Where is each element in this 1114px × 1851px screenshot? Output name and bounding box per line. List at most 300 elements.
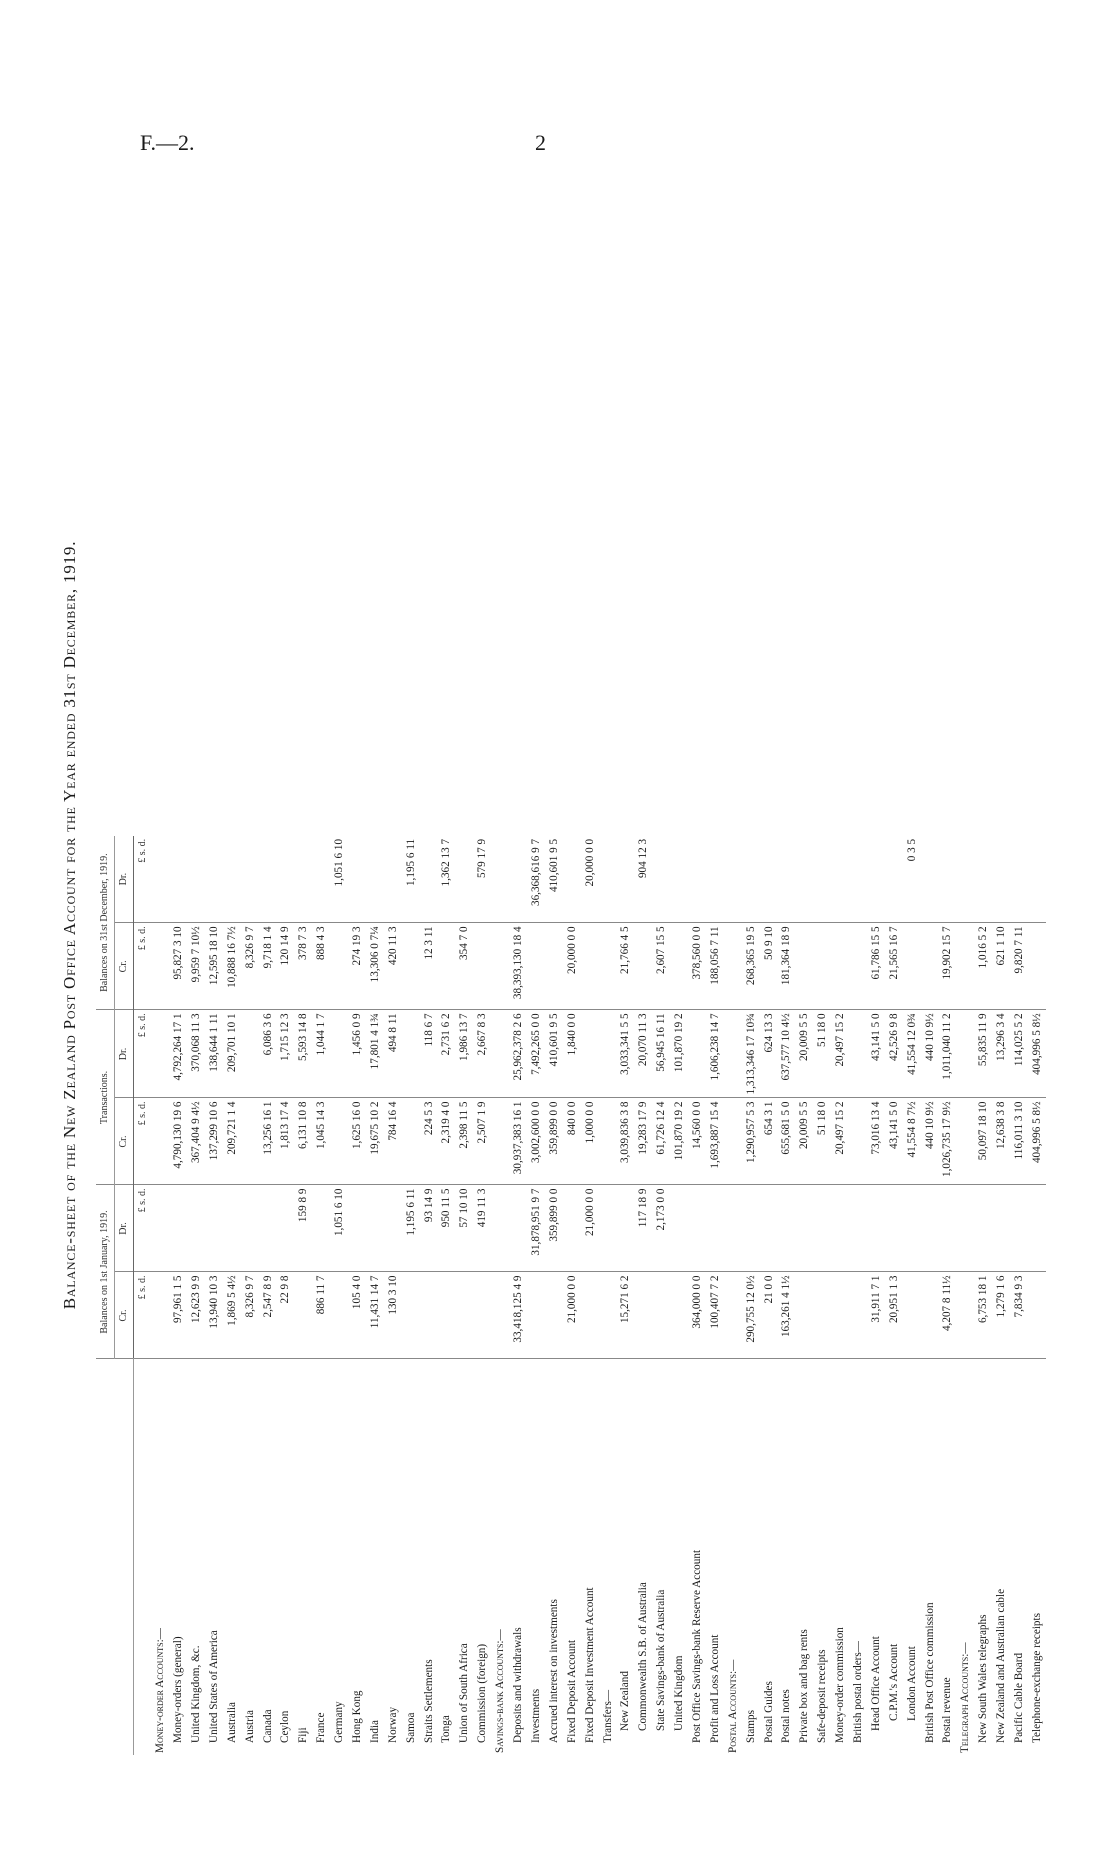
amount-cell: [921, 836, 939, 923]
amount-cell: [545, 1272, 563, 1359]
table-row: [617, 836, 635, 1755]
amount-cell: 367,404 9 4½: [188, 1098, 206, 1185]
amount-cell: [903, 1272, 921, 1359]
amount-cell: 784 16 4: [384, 1098, 402, 1185]
amount-cell: 209,701 10 1: [223, 1010, 241, 1098]
row-label: London Account: [905, 1646, 918, 1721]
amount-cell: [724, 1185, 742, 1272]
amount-cell: 19,902 15 7: [939, 923, 957, 1010]
amount-cell: 290,755 12 0½: [742, 1272, 760, 1359]
amount-cell: 4,792,264 17 1: [170, 1010, 188, 1098]
amount-cell: [778, 1185, 796, 1272]
amount-cell: [903, 923, 921, 1010]
amount-cell: [420, 1272, 438, 1359]
row-label: Fixed Deposit Account: [565, 1639, 578, 1743]
amount-cell: [331, 1010, 349, 1098]
amount-cell: 1,051 6 10: [331, 1185, 349, 1272]
amount-cell: [331, 923, 349, 1010]
amount-cell: [957, 923, 975, 1010]
amount-cell: [742, 1185, 760, 1272]
row-label: Money-order commission: [834, 1627, 847, 1743]
amount-cell: [492, 1098, 510, 1185]
table-row: [814, 836, 832, 1755]
amount-cell: [241, 1010, 259, 1098]
amount-cell: 13,940 10 3: [206, 1272, 224, 1359]
amount-cell: 2,731 6 2: [438, 1010, 456, 1098]
amount-cell: 904 12 3: [635, 836, 653, 923]
amount-cell: [152, 1272, 170, 1359]
section-header-row: [957, 836, 975, 1755]
row-label: Australia: [225, 1701, 238, 1743]
amount-cell: 579 17 9: [474, 836, 492, 923]
amount-cell: 886 11 7: [313, 1272, 331, 1359]
row-label: State Savings-bank of Australia: [655, 1589, 668, 1731]
table-row: [259, 836, 277, 1755]
amount-cell: [313, 1185, 331, 1272]
amount-cell: [438, 1272, 456, 1359]
amount-cell: 621 1 10: [993, 923, 1011, 1010]
amount-cell: 12,638 3 8: [993, 1098, 1011, 1185]
table-row: [545, 836, 563, 1755]
amount-cell: 19,283 17 9: [635, 1098, 653, 1185]
amount-cell: 1,813 17 4: [277, 1098, 295, 1185]
amount-cell: 21,766 4 5: [617, 923, 635, 1010]
amount-cell: [885, 1185, 903, 1272]
amount-cell: 1,715 12 3: [277, 1010, 295, 1098]
amount-cell: 1,195 6 11: [402, 836, 420, 923]
amount-cell: 43,141 5 0: [885, 1098, 903, 1185]
amount-cell: 2,319 4 0: [438, 1098, 456, 1185]
row-label: Telegraph Accounts:—: [959, 1642, 972, 1753]
amount-cell: 9,718 1 4: [259, 923, 277, 1010]
table-row: [599, 836, 617, 1755]
table-row: [206, 836, 224, 1755]
unit-label: £ s. d.: [134, 1272, 152, 1359]
row-label: Union of South Africa: [458, 1643, 471, 1743]
row-label: New South Wales telegraphs: [977, 1614, 990, 1743]
row-label: Postal Accounts:—: [726, 1659, 739, 1753]
row-label: United Kingdom, &c.: [190, 1645, 203, 1743]
amount-cell: [921, 1272, 939, 1359]
amount-cell: [599, 836, 617, 923]
row-label: Post Office Savings-bank Reserve Account: [690, 1549, 703, 1743]
amount-cell: 57 10 10: [456, 1185, 474, 1272]
row-label: Telephone-exchange receipts: [1030, 1613, 1043, 1743]
row-label: Money-orders (general): [172, 1636, 185, 1743]
row-label: Investments: [529, 1688, 542, 1743]
amount-cell: [152, 923, 170, 1010]
amount-cell: [1029, 836, 1047, 923]
amount-cell: 36,368,616 9 7: [528, 836, 546, 923]
amount-cell: [492, 1272, 510, 1359]
row-label: Norway: [386, 1706, 399, 1743]
table-row: [903, 836, 921, 1755]
amount-cell: 41,554 12 0¾: [903, 1010, 921, 1098]
unit-label: £ s. d.: [134, 1098, 152, 1185]
row-label: Postal notes: [780, 1689, 793, 1743]
amount-cell: [975, 836, 993, 923]
amount-cell: [939, 1185, 957, 1272]
amount-cell: [152, 1098, 170, 1185]
table-row: [170, 836, 188, 1755]
table-row: [331, 836, 349, 1755]
amount-cell: 20,951 1 3: [885, 1272, 903, 1359]
amount-cell: [635, 1272, 653, 1359]
amount-cell: [402, 1272, 420, 1359]
col-header-dr: Dr.: [115, 836, 134, 923]
amount-cell: 1,456 0 9: [349, 1010, 367, 1098]
amount-cell: [492, 923, 510, 1010]
amount-cell: 97,961 1 5: [170, 1272, 188, 1359]
section-header-row: [724, 836, 742, 1755]
amount-cell: 159 8 9: [295, 1185, 313, 1272]
amount-cell: 137,299 10 6: [206, 1098, 224, 1185]
amount-cell: 13,306 0 7¼: [367, 923, 385, 1010]
amount-cell: [993, 836, 1011, 923]
amount-cell: 274 19 3: [349, 923, 367, 1010]
amount-cell: [814, 923, 832, 1010]
amount-cell: [474, 1272, 492, 1359]
section-header-row: [492, 836, 510, 1755]
amount-cell: 4,207 8 11½: [939, 1272, 957, 1359]
table-row: [438, 836, 456, 1755]
table-row: [367, 836, 385, 1755]
amount-cell: 378 7 3: [295, 923, 313, 1010]
row-label: C.P.M.'s Account: [887, 1643, 900, 1721]
amount-cell: 1,625 16 0: [349, 1098, 367, 1185]
table-row: [850, 836, 868, 1755]
page-code: F.—2.: [140, 130, 195, 155]
amount-cell: 25,962,378 2 6: [510, 1010, 528, 1098]
amount-cell: 55,835 11 9: [975, 1010, 993, 1098]
row-label: Profit and Loss Account: [708, 1634, 721, 1743]
row-label: Deposits and withdrawals: [512, 1627, 525, 1743]
amount-cell: [402, 923, 420, 1010]
amount-cell: 1,195 6 11: [402, 1185, 420, 1272]
amount-cell: 420 11 3: [384, 923, 402, 1010]
unit-label: £ s. d.: [134, 1185, 152, 1272]
table-row: [295, 836, 313, 1755]
amount-cell: 419 11 3: [474, 1185, 492, 1272]
amount-cell: [259, 836, 277, 923]
amount-cell: 14,560 0 0: [689, 1098, 707, 1185]
amount-cell: [223, 1185, 241, 1272]
amount-cell: 378,560 0 0: [689, 923, 707, 1010]
amount-cell: 43,141 5 0: [868, 1010, 886, 1098]
amount-cell: 7,492,265 0 0: [528, 1010, 546, 1098]
row-label: Stamps: [744, 1710, 757, 1743]
amount-cell: [1029, 1185, 1047, 1272]
row-label: Straits Settlements: [422, 1659, 435, 1743]
group-header-transactions: Transactions.: [96, 1010, 115, 1185]
amount-cell: [957, 1185, 975, 1272]
amount-cell: 118 6 7: [420, 1010, 438, 1098]
amount-cell: 19,675 10 2: [367, 1098, 385, 1185]
amount-cell: [707, 1185, 725, 1272]
table-row: [832, 836, 850, 1755]
amount-cell: [707, 836, 725, 923]
amount-cell: [671, 1272, 689, 1359]
row-label: Tonga: [440, 1715, 453, 1743]
table-row: [528, 836, 546, 1755]
amount-cell: [689, 1185, 707, 1272]
amount-cell: 20,000 0 0: [563, 923, 581, 1010]
amount-cell: [868, 1185, 886, 1272]
row-label: Money-order Accounts:—: [154, 1628, 167, 1753]
amount-cell: 3,002,600 0 0: [528, 1098, 546, 1185]
amount-cell: [903, 1185, 921, 1272]
row-label: Postal Guides: [762, 1681, 775, 1743]
amount-cell: [367, 1185, 385, 1272]
table-body: [134, 836, 1047, 1755]
table-row: [313, 836, 331, 1755]
section-header-row: [152, 836, 170, 1755]
amount-cell: 1,044 1 7: [313, 1010, 331, 1098]
amount-cell: [850, 1272, 868, 1359]
amount-cell: [420, 836, 438, 923]
amount-cell: [456, 836, 474, 923]
row-label: Accrued interest on investments: [547, 1599, 560, 1743]
amount-cell: 224 5 3: [420, 1098, 438, 1185]
amount-cell: [850, 923, 868, 1010]
table-row: [277, 836, 295, 1755]
amount-cell: [760, 1185, 778, 1272]
amount-cell: 8,326 9 7: [241, 923, 259, 1010]
amount-cell: [599, 1010, 617, 1098]
table-row: [760, 836, 778, 1755]
amount-cell: [796, 923, 814, 1010]
amount-cell: 116,011 3 10: [1011, 1098, 1029, 1185]
amount-cell: 163,261 4 1½: [778, 1272, 796, 1359]
amount-cell: [349, 836, 367, 923]
amount-cell: 33,418,125 4 9: [510, 1272, 528, 1359]
amount-cell: 12 3 11: [420, 923, 438, 1010]
amount-cell: [599, 923, 617, 1010]
row-label: Transfers—: [601, 1689, 614, 1743]
amount-cell: 410,601 9 5: [545, 836, 563, 923]
amount-cell: 6,086 3 6: [259, 1010, 277, 1098]
amount-cell: [152, 1010, 170, 1098]
table-row: [635, 836, 653, 1755]
amount-cell: 4,790,130 19 6: [170, 1098, 188, 1185]
amount-cell: [206, 836, 224, 923]
amount-cell: [850, 836, 868, 923]
amount-cell: [814, 1272, 832, 1359]
amount-cell: 1,313,346 17 10¾: [742, 1010, 760, 1098]
amount-cell: 105 4 0: [349, 1272, 367, 1359]
amount-cell: [671, 923, 689, 1010]
amount-cell: [223, 836, 241, 923]
amount-cell: [760, 836, 778, 923]
amount-cell: 364,000 0 0: [689, 1272, 707, 1359]
table-row: [742, 836, 760, 1755]
amount-cell: 840 0 0: [563, 1098, 581, 1185]
amount-cell: 1,362 13 7: [438, 836, 456, 923]
amount-cell: 1,290,957 5 3: [742, 1098, 760, 1185]
table-row: [456, 836, 474, 1755]
amount-cell: 101,870 19 2: [671, 1010, 689, 1098]
amount-cell: [689, 1010, 707, 1098]
col-header-cr: Cr.: [115, 1098, 134, 1185]
amount-cell: 209,721 1 4: [223, 1098, 241, 1185]
amount-cell: [492, 1185, 510, 1272]
amount-cell: 2,398 11 5: [456, 1098, 474, 1185]
amount-cell: [188, 836, 206, 923]
amount-cell: [832, 923, 850, 1010]
amount-cell: [993, 1185, 1011, 1272]
amount-cell: 6,753 18 1: [975, 1272, 993, 1359]
row-label: France: [315, 1712, 328, 1743]
amount-cell: 5,593 14 8: [295, 1010, 313, 1098]
amount-cell: 22 9 8: [277, 1272, 295, 1359]
row-label: Pacific Cable Board: [1012, 1652, 1025, 1743]
amount-cell: 56,945 16 11: [653, 1010, 671, 1098]
amount-cell: 888 4 3: [313, 923, 331, 1010]
amount-cell: [259, 1185, 277, 1272]
amount-cell: 13,296 3 4: [993, 1010, 1011, 1098]
amount-cell: [349, 1185, 367, 1272]
row-label: Head Office Account: [869, 1636, 882, 1731]
amount-cell: [724, 1098, 742, 1185]
amount-cell: 31,911 7 1: [868, 1272, 886, 1359]
row-label: Commission (foreign): [476, 1643, 489, 1743]
amount-cell: 21,000 0 0: [563, 1272, 581, 1359]
table-row: [1029, 836, 1047, 1755]
unit-label: £ s. d.: [134, 923, 152, 1010]
amount-cell: [1011, 1185, 1029, 1272]
amount-cell: 359,899 0 0: [545, 1098, 563, 1185]
amount-cell: 42,526 9 8: [885, 1010, 903, 1098]
amount-cell: 11,431 14 7: [367, 1272, 385, 1359]
unit-label: £ s. d.: [134, 836, 152, 923]
amount-cell: 38,393,130 18 4: [510, 923, 528, 1010]
amount-cell: 15,271 6 2: [617, 1272, 635, 1359]
amount-cell: [528, 923, 546, 1010]
amount-cell: 50,097 18 10: [975, 1098, 993, 1185]
amount-cell: [563, 836, 581, 923]
amount-cell: 61,726 12 4: [653, 1098, 671, 1185]
amount-cell: [796, 1272, 814, 1359]
amount-cell: 410,601 9 5: [545, 1010, 563, 1098]
amount-cell: 359,899 0 0: [545, 1185, 563, 1272]
col-header-cr: Cr.: [115, 923, 134, 1010]
table-row: [420, 836, 438, 1755]
amount-cell: 20,009 5 5: [796, 1098, 814, 1185]
row-label: New Zealand: [619, 1671, 632, 1731]
table-row: [939, 836, 957, 1755]
amount-cell: [528, 1272, 546, 1359]
amount-cell: 1,051 6 10: [331, 836, 349, 923]
row-label: British postal orders—: [851, 1641, 864, 1743]
amount-cell: [1029, 923, 1047, 1010]
amount-cell: 20,000 0 0: [581, 836, 599, 923]
amount-cell: [617, 1185, 635, 1272]
amount-cell: 1,026,735 17 9½: [939, 1098, 957, 1185]
table-row: [707, 836, 725, 1755]
amount-cell: 404,996 5 8½: [1029, 1098, 1047, 1185]
table-row: [241, 836, 259, 1755]
amount-cell: [331, 1272, 349, 1359]
amount-cell: 7,834 9 3: [1011, 1272, 1029, 1359]
amount-cell: 6,131 10 8: [295, 1098, 313, 1185]
row-label: Canada: [261, 1709, 274, 1743]
amount-cell: [939, 836, 957, 923]
amount-cell: 1,016 5 2: [975, 923, 993, 1010]
amount-cell: [814, 1185, 832, 1272]
table-row: [653, 836, 671, 1755]
amount-cell: [1011, 836, 1029, 923]
amount-cell: [295, 1272, 313, 1359]
sheet-title: Balance-sheet of the New Zealand Post Office Account for the Year ended 31st December, 1919.: [60, 540, 79, 1310]
amount-cell: 2,173 0 0: [653, 1185, 671, 1272]
amount-cell: [850, 1185, 868, 1272]
amount-cell: 12,623 9 9: [188, 1272, 206, 1359]
amount-cell: 1,000 0 0: [581, 1098, 599, 1185]
row-label: United Kingdom: [673, 1655, 686, 1731]
amount-cell: [581, 923, 599, 1010]
amount-cell: [832, 1272, 850, 1359]
amount-cell: 3,033,341 5 5: [617, 1010, 635, 1098]
amount-cell: 268,365 19 5: [742, 923, 760, 1010]
table-row: [975, 836, 993, 1755]
table-row: [671, 836, 689, 1755]
amount-cell: 1,045 14 3: [313, 1098, 331, 1185]
amount-cell: 1,011,040 11 2: [939, 1010, 957, 1098]
amount-cell: [206, 1185, 224, 1272]
amount-cell: [170, 1185, 188, 1272]
amount-cell: [545, 923, 563, 1010]
amount-cell: [277, 1185, 295, 1272]
table-row: [384, 836, 402, 1755]
amount-cell: [796, 836, 814, 923]
amount-cell: 1,869 5 4½: [223, 1272, 241, 1359]
table-row: [188, 836, 206, 1755]
amount-cell: 101,870 19 2: [671, 1098, 689, 1185]
amount-cell: [313, 836, 331, 923]
amount-cell: [778, 836, 796, 923]
row-label: India: [368, 1720, 381, 1743]
amount-cell: [724, 1272, 742, 1359]
amount-cell: 30,937,383 16 1: [510, 1098, 528, 1185]
row-label: Austria: [243, 1710, 256, 1743]
amount-cell: 100,407 7 2: [707, 1272, 725, 1359]
amount-cell: 1,606,238 14 7: [707, 1010, 725, 1098]
amount-cell: [456, 1272, 474, 1359]
row-label: Germany: [333, 1701, 346, 1743]
amount-cell: 21,000 0 0: [581, 1185, 599, 1272]
amount-cell: [671, 836, 689, 923]
amount-cell: 50 9 10: [760, 923, 778, 1010]
amount-cell: [581, 1010, 599, 1098]
amount-cell: [563, 1185, 581, 1272]
amount-cell: [295, 836, 313, 923]
amount-cell: [671, 1185, 689, 1272]
amount-cell: 637,577 10 4½: [778, 1010, 796, 1098]
table-row: [993, 836, 1011, 1755]
amount-cell: 2,607 15 5: [653, 923, 671, 1010]
amount-cell: [241, 1098, 259, 1185]
amount-cell: 21 0 0: [760, 1272, 778, 1359]
amount-cell: 120 14 9: [277, 923, 295, 1010]
amount-cell: 2,507 1 9: [474, 1098, 492, 1185]
amount-cell: 404,996 5 8½: [1029, 1010, 1047, 1098]
page-number: 2: [535, 130, 546, 155]
amount-cell: [850, 1098, 868, 1185]
amount-cell: 93 14 9: [420, 1185, 438, 1272]
amount-cell: [796, 1185, 814, 1272]
amount-cell: 73,016 13 4: [868, 1098, 886, 1185]
row-label: Commonwealth S.B. of Australia: [637, 1582, 650, 1731]
